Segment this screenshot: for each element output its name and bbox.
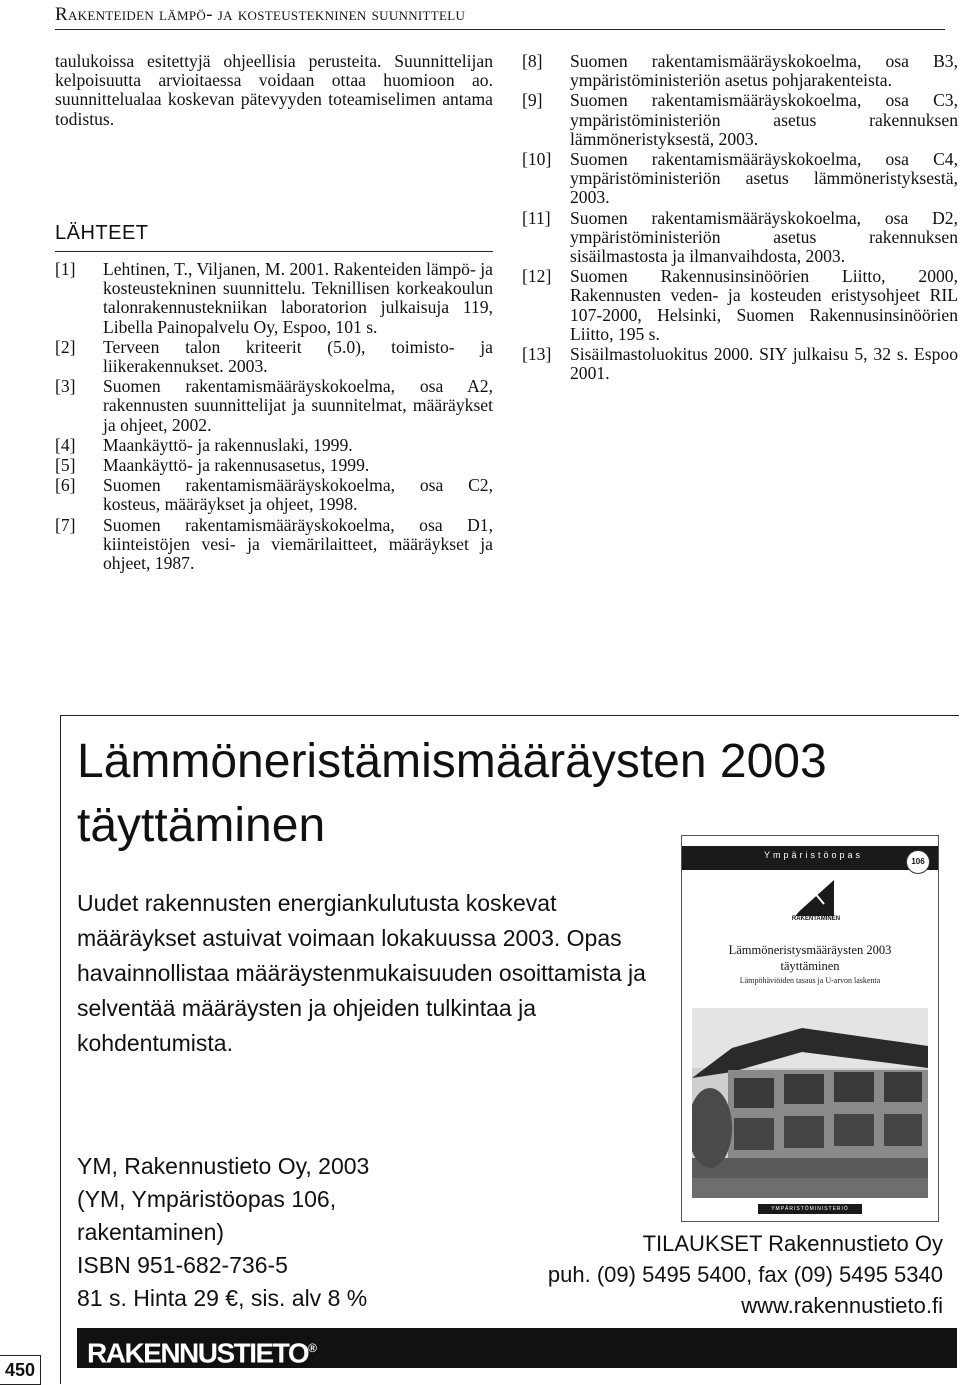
reference-text: Suomen rakentamismääräyskokoelma, osa A2, rakennusten suunnittelijat ja suunnitelmat, määräykset ja ohjeet, 2002. — [103, 376, 493, 435]
reference-item — [55, 377, 493, 435]
reference-item — [522, 267, 958, 344]
publication-line: rakentaminen) — [77, 1219, 225, 1245]
cover-title — [682, 942, 938, 974]
reference-item — [55, 338, 493, 376]
order-website[interactable]: www.rakennustieto.fi — [741, 1293, 943, 1318]
left-column — [55, 52, 493, 574]
reference-number: [13] — [522, 344, 552, 365]
reference-text: Suomen rakentamismääräyskokoelma, osa B3, ympäristöministeriön asetus pohjarakenteista. — [570, 51, 958, 91]
intro-paragraph: taulukoissa esitettyjä ohjeellisia perusteita. Suunnittelijan kelpoisuutta arvioitaessa voidaan ottaa huomioon ao. suunnittelualaa koskevan pätevyyden toteamiselimen antama todistus. — [55, 51, 493, 129]
reference-text: Suomen rakentamismääräyskokoelma, osa D2, ympäristöministeriön asetus rakennuksen sisäilmastosta ja ilmanvaihdosta, 2003. — [570, 207, 958, 267]
order-line: TILAUKSET Rakennustieto Oy — [642, 1231, 943, 1256]
reference-number: [1] — [55, 259, 76, 280]
reference-text: Suomen rakentamismääräyskokoelma, osa D1, kiinteistöjen vesi- ja viemärilaitteet, määräykset ja ohjeet, 1987. — [103, 514, 493, 574]
order-info — [483, 1228, 943, 1321]
sources-heading: LÄHTEET — [55, 224, 493, 252]
reference-text: Maankäyttö- ja rakennuslaki, 1999. — [103, 434, 353, 455]
cover-title-line: täyttäminen — [780, 959, 840, 973]
cover-number-badge: 106 — [906, 850, 930, 874]
publication-details — [77, 1150, 437, 1315]
reference-text: Sisäilmastoluokitus 2000. SIY julkaisu 5, 32 s. Espoo 2001. — [570, 344, 958, 384]
reference-item — [522, 150, 958, 208]
cover-footer: YMPÄRISTÖMINISTERIÖ — [758, 1204, 862, 1214]
reference-text: Suomen Rakennusinsinöörien Liitto, 2000, Rakennusten veden- ja kosteuden eristysohjeet RIL 107-2000, Helsinki, Suomen Rakennusinsinöörien Liitto, 195 s. — [570, 266, 958, 344]
reference-number: [7] — [55, 514, 76, 535]
reference-item — [55, 476, 493, 514]
reference-item — [55, 456, 493, 475]
order-phone: puh. (09) 5495 5400, fax (09) 5495 5340 — [547, 1262, 943, 1287]
reference-list-left — [55, 260, 493, 573]
reference-item — [55, 260, 493, 337]
advert-title: Lämmöneristämismääräysten 2003 täyttäminen — [77, 735, 827, 852]
cover-subtitle: Lämpöhäviöiden tasaus ja U-arvon laskenta — [739, 976, 881, 985]
reference-text: Suomen rakentamismääräyskokoelma, osa C4, ympäristöministeriön asetus lämmöneristyksestä, 2003. — [570, 149, 958, 208]
reference-item — [522, 209, 958, 267]
reference-number: [8] — [522, 51, 543, 71]
reference-text: Lehtinen, T., Viljanen, M. 2001. Rakenteiden lämpö- ja kosteustekninen suunnittelu. Teknillisen korkeakoulun talonrakennustekniikan laboratorion julkaisuja 119, Libella Painopalvelu Oy, Espoo, 101 s. — [103, 259, 493, 337]
publication-line: (YM, Ympäristöopas 106, — [77, 1186, 337, 1212]
logo-text: RAKENNUSTIETO — [87, 1337, 309, 1369]
advert-description: Uudet rakennusten energiankulutusta koskevat määräykset astuivat voimaan lokakuussa 2003. Opas havainnollistaa määräystenmukaisuuden osoittamista ja selventää määräysten ja ohjeiden tulkintaa ja kohdentumista. — [77, 890, 646, 1056]
reference-number: [5] — [55, 455, 76, 476]
reference-text: Suomen rakentamismääräyskokoelma, osa C3, ympäristöministeriön asetus rakennuksen lämmöneristyksestä, 2003. — [570, 90, 958, 149]
reference-number: [9] — [522, 90, 543, 111]
cover-logo-label: RAKENTAMINEN — [791, 916, 841, 922]
reference-item — [522, 91, 958, 149]
rakennustieto-logo — [77, 1328, 957, 1368]
building-photo — [692, 1008, 928, 1198]
cover-series: Ympäristöopas — [764, 850, 864, 860]
reference-number: [4] — [55, 434, 76, 455]
reference-text: Suomen rakentamismääräyskokoelma, osa C2, kosteus, määräykset ja ohjeet, 1998. — [103, 475, 493, 515]
reference-number: [6] — [55, 475, 76, 496]
price: 81 s. Hinta 29 €, sis. alv 8 % — [77, 1285, 368, 1311]
reference-text: Terveen talon kriteerit (5.0), toimisto- ja liikerakennukset. 2003. — [103, 336, 493, 377]
right-column — [522, 52, 958, 384]
rakentaminen-logo-icon — [790, 876, 838, 920]
reference-number: [10] — [522, 149, 552, 170]
reference-list-right — [522, 52, 958, 383]
registered-mark: ® — [308, 1341, 317, 1355]
reference-number: [12] — [522, 266, 552, 287]
reference-item — [55, 516, 493, 574]
reference-item — [55, 436, 493, 455]
reference-number: [2] — [55, 336, 76, 357]
isbn: ISBN 951-682-736-5 — [77, 1252, 288, 1278]
reference-item — [522, 52, 958, 90]
publication-line: YM, Rakennustieto Oy, 2003 — [77, 1153, 370, 1179]
reference-number: [11] — [522, 207, 551, 228]
reference-item — [522, 345, 958, 383]
reference-text: Maankäyttö- ja rakennusasetus, 1999. — [103, 455, 370, 476]
page-number: 450 — [0, 1355, 41, 1385]
book-cover-image — [681, 835, 939, 1222]
running-head: Rakenteiden lämpö- ja kosteustekninen suunnittelu — [55, 4, 945, 30]
cover-title-line: Lämmöneristysmääräysten 2003 — [728, 943, 892, 957]
reference-number: [3] — [55, 376, 76, 397]
